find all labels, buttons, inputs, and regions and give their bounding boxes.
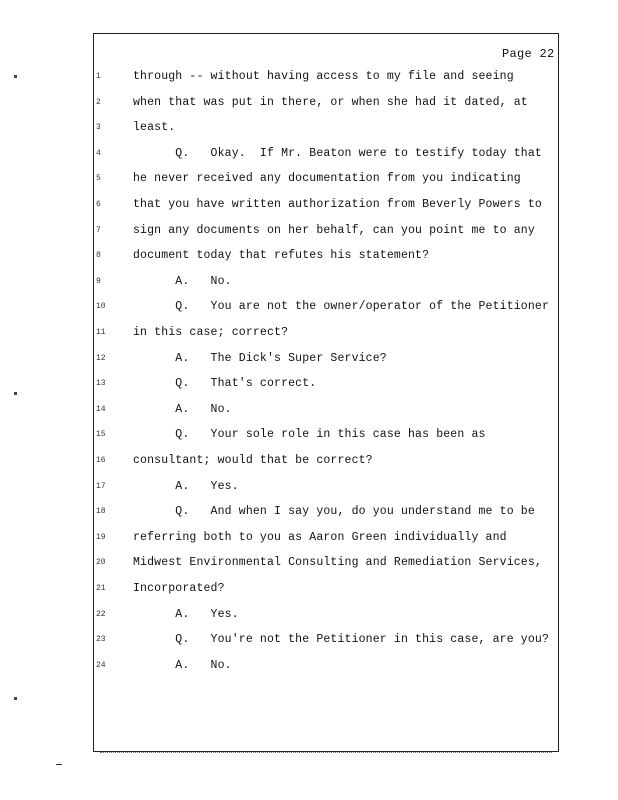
line-number: 4 <box>96 149 101 158</box>
line-text: A. No. <box>133 659 232 672</box>
line-text: A. No. <box>133 275 232 288</box>
line-number: 15 <box>96 430 106 439</box>
transcript-line <box>0 247 618 264</box>
line-text: Q. You are not the owner/operator of the Petitioner <box>133 300 550 313</box>
transcript-line <box>0 350 618 367</box>
line-number: 23 <box>96 635 106 644</box>
line-text: sign any documents on her behalf, can you point me to any <box>133 224 535 237</box>
line-text: Q. That's correct. <box>133 377 317 390</box>
transcript-line <box>0 145 618 162</box>
transcript-line <box>0 273 618 290</box>
line-number: 22 <box>96 610 106 619</box>
page-number: Page 22 <box>502 47 555 61</box>
footer-rule <box>100 752 552 754</box>
line-text: Incorporated? <box>133 582 225 595</box>
line-text: A. Yes. <box>133 608 239 621</box>
line-text: he never received any documentation from you indicating <box>133 172 521 185</box>
line-number: 18 <box>96 507 106 516</box>
transcript-line <box>0 298 618 315</box>
punch-mark-middle <box>14 392 17 395</box>
line-number: 5 <box>96 174 101 183</box>
line-text: A. Yes. <box>133 480 239 493</box>
line-text: Q. And when I say you, do you understand me to be <box>133 505 535 518</box>
transcript-line <box>0 401 618 418</box>
transcript-line <box>0 170 618 187</box>
transcript-line <box>0 657 618 674</box>
line-number: 9 <box>96 277 101 286</box>
transcript-line <box>0 375 618 392</box>
transcript-line <box>0 478 618 495</box>
transcript-line <box>0 452 618 469</box>
line-number: 19 <box>96 533 106 542</box>
line-number: 21 <box>96 584 106 593</box>
transcript-line <box>0 68 618 85</box>
line-text: document today that refutes his statement? <box>133 249 430 262</box>
line-number: 6 <box>96 200 101 209</box>
scan-mark <box>56 764 62 765</box>
line-number: 3 <box>96 123 101 132</box>
line-number: 8 <box>96 251 101 260</box>
line-number: 11 <box>96 328 106 337</box>
line-text: Q. You're not the Petitioner in this case, are you? <box>133 633 550 646</box>
line-text: that you have written authorization from Beverly Powers to <box>133 198 542 211</box>
line-number: 17 <box>96 482 106 491</box>
line-number: 1 <box>96 72 101 81</box>
transcript-line <box>0 529 618 546</box>
transcript-line <box>0 606 618 623</box>
line-text: referring both to you as Aaron Green individually and <box>133 531 507 544</box>
line-text: Q. Okay. If Mr. Beaton were to testify today that <box>133 147 542 160</box>
line-number: 14 <box>96 405 106 414</box>
line-text: A. The Dick's Super Service? <box>133 352 387 365</box>
transcript-line <box>0 554 618 571</box>
transcript-line <box>0 324 618 341</box>
punch-mark-bottom <box>14 697 17 700</box>
line-number: 10 <box>96 302 106 311</box>
line-number: 7 <box>96 226 101 235</box>
transcript-line <box>0 426 618 443</box>
line-text: Midwest Environmental Consulting and Remediation Services, <box>133 556 542 569</box>
transcript-line <box>0 503 618 520</box>
line-number: 24 <box>96 661 106 670</box>
line-number: 20 <box>96 558 106 567</box>
line-number: 16 <box>96 456 106 465</box>
line-text: consultant; would that be correct? <box>133 454 373 467</box>
line-text: through -- without having access to my file and seeing <box>133 70 514 83</box>
line-number: 12 <box>96 354 106 363</box>
transcript-line <box>0 580 618 597</box>
line-text: least. <box>133 121 176 134</box>
line-number: 2 <box>96 98 101 107</box>
transcript-line <box>0 222 618 239</box>
transcript-line <box>0 94 618 111</box>
line-number: 13 <box>96 379 106 388</box>
line-text: Q. Your sole role in this case has been as <box>133 428 486 441</box>
line-text: A. No. <box>133 403 232 416</box>
transcript-line <box>0 119 618 136</box>
line-text: when that was put in there, or when she had it dated, at <box>133 96 528 109</box>
line-text: in this case; correct? <box>133 326 289 339</box>
transcript-line <box>0 631 618 648</box>
transcript-line <box>0 196 618 213</box>
punch-mark-top <box>14 75 17 78</box>
